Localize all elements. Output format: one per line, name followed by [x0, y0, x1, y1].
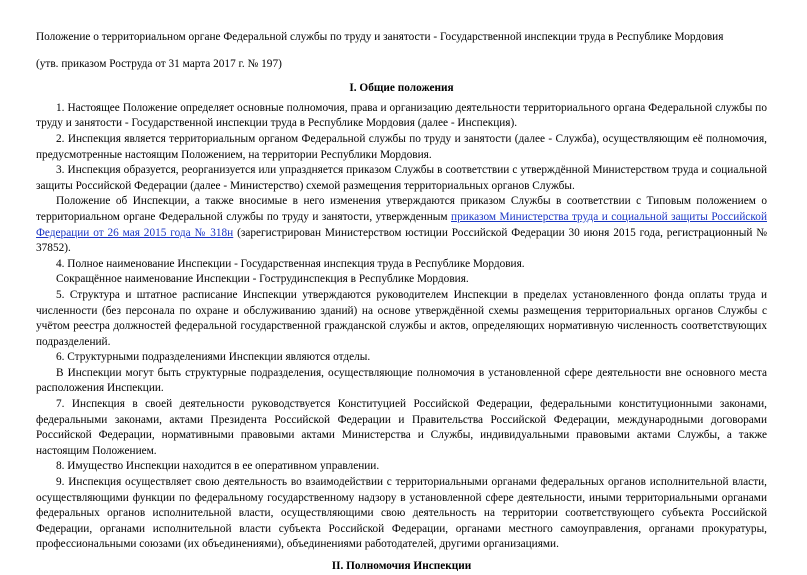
section-heading-general-provisions: I. Общие положения	[349, 82, 454, 95]
paragraph-3-regulation-text-after: (зарегистрирован Министерством юстиции Российской Федерации 30 июня 2015 года, регистрационный № 37852).	[36, 226, 768, 255]
paragraph-4: 4. Полное наименование Инспекции - Государственная инспекция труда в Республике Мордовия.	[56, 257, 525, 270]
paragraph-3: 3. Инспекция образуется, реорганизуется или упраздняется приказом Службы в соответствии с утверждённой Министерством труда и социальной защиты Российской Федерации (далее - Министерство) схемой размещения территориальных органов Службы.	[36, 164, 767, 192]
section-heading-powers: II. Полномочия Инспекции	[331, 560, 472, 572]
paragraph-6-subdivisions: В Инспекции могут быть структурные подразделения, осуществляющие полномочия в установленной сфере деятельности вне основного места расположения Инспекции.	[36, 366, 767, 395]
document-page	[36, 30, 767, 575]
ministry-order-link[interactable]: приказом Министерства труда и социальной защиты Российской Федерации от 26 мая 2015 года № 318н	[36, 210, 768, 239]
paragraph-7: 7. Инспекция в своей деятельности руководствуется Конституцией Российской Федерации, федеральными конституционными законами, федеральными законами, актами Президента Российской Федерации и Правительства Российской Федерации, международными договорами Российской Федерации, нормативными правовыми актами Министерства и Службы, индивидуальными правовыми актами Службы, а также настоящим Положением.	[36, 398, 767, 457]
paragraph-9: 9. Инспекция осуществляет свою деятельность во взаимодействии с территориальными органами федеральных органов исполнительной власти, осуществляющими функции по федеральному государственному надзору в установленной сфере деятельности, иными территориальными органами федеральных органов исполнительной власти, осуществляющими свою деятельность на территории соответствующего субъекта Российской Федерации, органами исполнительной власти субъекта Российской Федерации, органами местного самоуправления, органами прокуратуры, профессиональными союзами (их объединениями), объединениями работодателей, другими организациями.	[36, 476, 767, 551]
approval-note: (утв. приказом Роструда от 31 марта 2017 г. № 197)	[36, 57, 282, 70]
document-title: Положение о территориальном органе Федеральной службы по труду и занятости - Государственной инспекции труда в Республике Мордовия	[36, 31, 724, 43]
section-general-provisions	[36, 101, 767, 553]
paragraph-3-regulation-text-before: Положение об Инспекции, а также вносимые в него изменения утверждаются приказом Службы в соответствии с Типовым положением о территориальном органе Федеральной службы по труду и занятости, утвержденным	[36, 195, 767, 223]
paragraph-5: 5. Структура и штатное расписание Инспекции утверждаются руководителем Инспекции в пределах установленного фонда оплаты труда и численности (без персонала по охране и обслуживанию зданий) на основе утверждённой схемы размещения территориальных органов Службы с учётом реестра должностей федеральной государственной гражданской службы и актов, определяющих нормативную численность соответствующих подразделений.	[36, 288, 767, 348]
paragraph-4-short-name: Сокращённое наименование Инспекции - Гострудинспекция в Республике Мордовия.	[56, 273, 469, 286]
paragraph-3-regulation	[36, 194, 767, 256]
paragraph-1: 1. Настоящее Положение определяет основные полномочия, права и организацию деятельности территориального органа Федеральной службы по труду и занятости - Государственной инспекции труда в Республике Мордовия (далее - Инспекция).	[36, 101, 767, 130]
paragraph-6: 6. Структурными подразделениями Инспекции являются отделы.	[56, 351, 371, 364]
paragraph-8: 8. Имущество Инспекции находится в ее оперативном управлении.	[56, 460, 380, 473]
paragraph-2: 2. Инспекция является территориальным органом Федеральной службы по труду и занятости (далее - Служба), осуществляющим её полномочия, предусмотренные настоящим Положением, на территории Республики Мордовия.	[36, 132, 767, 161]
